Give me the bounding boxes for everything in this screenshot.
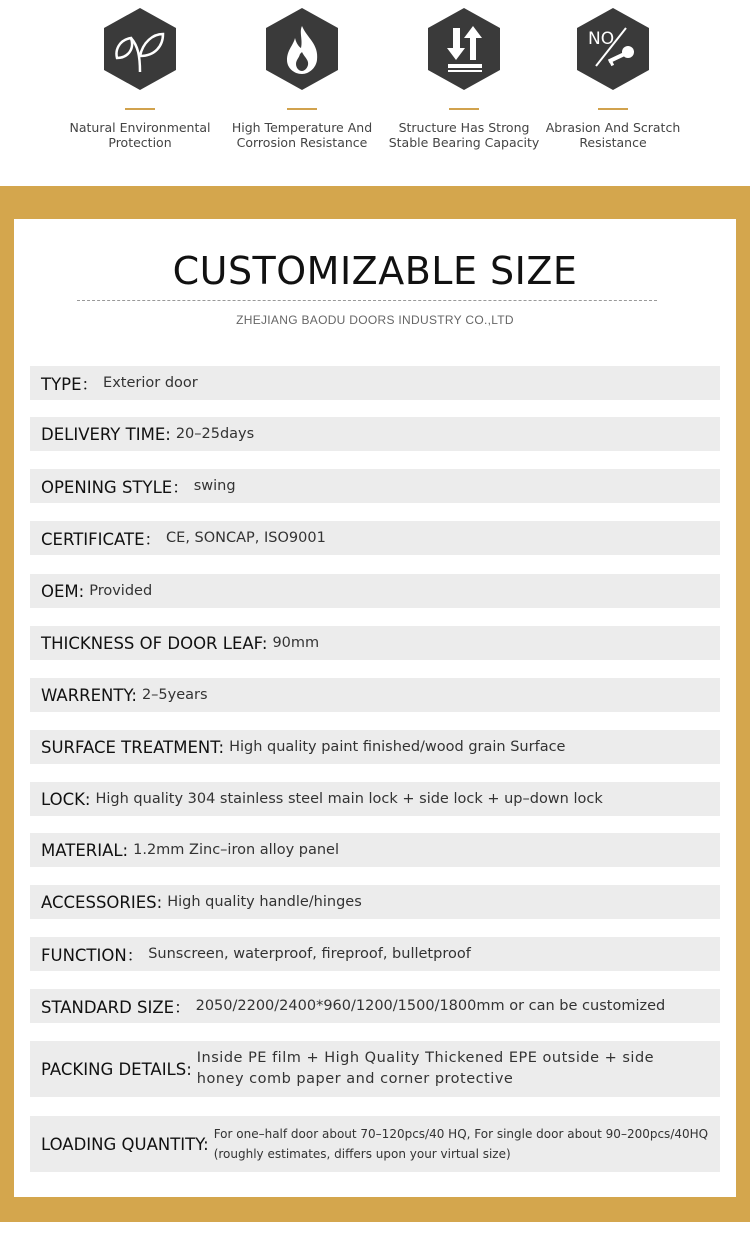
svg-text:NO: NO	[588, 29, 615, 49]
spec-label: TYPE：	[41, 375, 99, 394]
spec-label: WARRENTY:	[41, 685, 137, 705]
spec-value: CE, SONCAP, ISO9001	[166, 530, 326, 546]
feature-divider	[287, 108, 317, 110]
leaf-icon	[101, 6, 179, 92]
spec-row-function	[30, 937, 720, 971]
spec-label: THICKNESS OF DOOR LEAF:	[41, 633, 268, 653]
spec-row-certificate	[30, 521, 720, 555]
spec-row-thickness	[30, 626, 720, 660]
feature-structure	[379, 6, 549, 150]
spec-row-surface	[30, 730, 720, 764]
spec-row-warranty	[30, 678, 720, 712]
spec-label: OEM:	[41, 581, 85, 601]
dashed-divider	[77, 300, 657, 301]
spec-value: Inside PE film + High Quality Thickened EPE outside + side honey comb paper and corner protective	[196, 1050, 655, 1087]
spec-label: MATERIAL:	[41, 840, 129, 860]
feature-divider	[598, 108, 628, 110]
spec-label: DELIVERY TIME:	[41, 424, 171, 444]
spec-row-loading	[30, 1116, 720, 1172]
spec-value: swing	[193, 478, 236, 494]
spec-label: ACCESSORIES:	[41, 892, 163, 912]
spec-value: 20–25days	[175, 426, 255, 442]
spec-row-delivery	[30, 417, 720, 451]
spec-label: STANDARD SIZE：	[41, 998, 191, 1017]
spec-value: Provided	[89, 583, 153, 599]
spec-row-standard-size	[30, 989, 720, 1023]
feature-caption: Abrasion And Scratch Resistance	[545, 120, 681, 150]
feature-strip	[0, 0, 750, 186]
spec-value: 2050/2200/2400*960/1200/1500/1800mm or can be customized	[195, 998, 666, 1014]
spec-label: LOADING QUANTITY:	[41, 1134, 209, 1154]
spec-row-type	[30, 366, 720, 400]
spec-value: 90mm	[272, 635, 320, 651]
spec-row-lock	[30, 782, 720, 816]
section-title: CUSTOMIZABLE SIZE	[172, 249, 578, 293]
spec-value: 2–5years	[141, 687, 208, 703]
feature-natural	[55, 6, 225, 150]
spec-value: High quality 304 stainless steel main lock + side lock + up–down lock	[95, 791, 603, 807]
spec-value: Exterior door	[103, 375, 198, 391]
spec-row-opening	[30, 469, 720, 503]
spec-label: FUNCTION：	[41, 946, 144, 965]
spec-row-accessories	[30, 885, 720, 919]
feature-abrasion	[528, 6, 698, 150]
feature-caption: Natural Environmental Protection	[69, 120, 211, 150]
no-key-icon	[574, 6, 652, 92]
feature-caption: Structure Has Strong Stable Bearing Capacity	[388, 120, 540, 150]
spec-label: PACKING DETAILS:	[41, 1059, 192, 1079]
spec-row-oem	[30, 574, 720, 608]
spec-row-material	[30, 833, 720, 867]
spec-row-packing	[30, 1041, 720, 1097]
feature-divider	[449, 108, 479, 110]
spec-value: 1.2mm Zinc–iron alloy panel	[133, 842, 339, 858]
load-bearing-icon	[425, 6, 503, 92]
spec-label: LOCK:	[41, 789, 91, 809]
feature-heat	[217, 6, 387, 150]
spec-value: For one–half door about 70–120pcs/40 HQ, For single door about 90–200pcs/40HQ (roughly estimates, differs upon your virtual size)	[213, 1127, 709, 1161]
spec-value: High quality handle/hinges	[167, 894, 362, 910]
spec-value: High quality paint finished/wood grain Surface	[229, 739, 566, 755]
feature-divider	[125, 108, 155, 110]
spec-label: CERTIFICATE：	[41, 530, 162, 549]
company-name: ZHEJIANG BAODU DOORS INDUSTRY CO.,LTD	[236, 313, 514, 327]
spec-value: Sunscreen, waterproof, fireproof, bulletproof	[148, 946, 471, 962]
feature-caption: High Temperature And Corrosion Resistance	[231, 120, 373, 150]
flame-icon	[263, 6, 341, 92]
spec-panel	[14, 219, 736, 1197]
spec-label: SURFACE TREATMENT:	[41, 737, 225, 757]
spec-label: OPENING STYLE：	[41, 478, 189, 497]
